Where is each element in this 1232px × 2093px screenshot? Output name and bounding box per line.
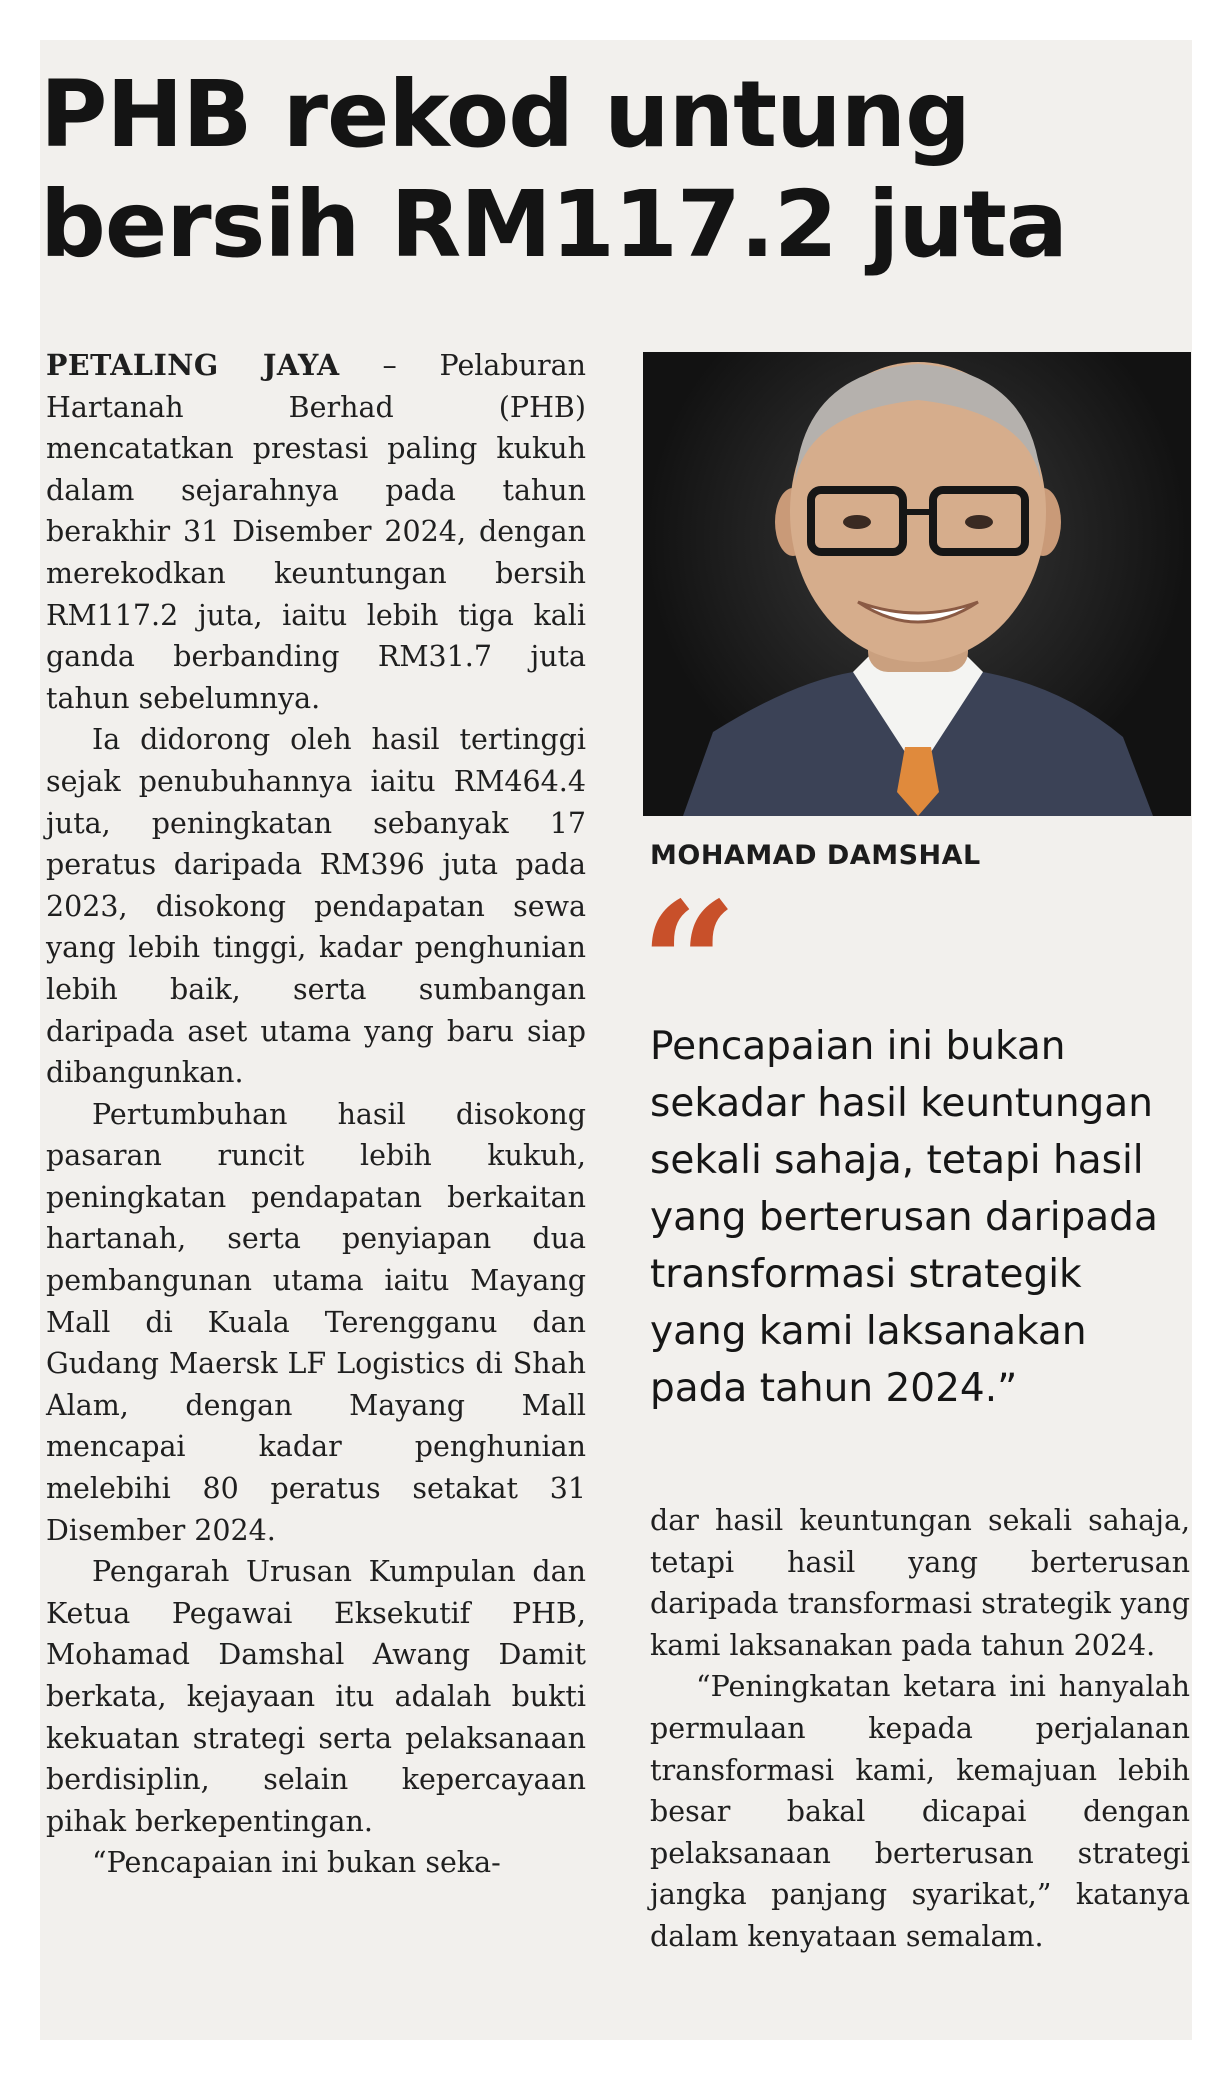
dateline-dash: – <box>339 349 440 382</box>
article-paragraph: Ia didorong oleh hasil tertinggi sejak penubuhannya iaitu RM464.4 juta, peningkatan sebanyak 17 peratus daripada RM396 juta pada 2023, disokong pendapatan sewa yang lebih tinggi, kadar penghunian lebih baik, serta sumbangan daripada aset utama yang baru siap dibangunkan. <box>46 723 586 1090</box>
article-paragraph <box>46 345 586 719</box>
paragraph-text: Pelaburan Hartanah Berhad (PHB) mencatatkan prestasi paling kukuh dalam sejarahnya pada tahun berakhir 31 Disember 2024, dengan merekodkan keuntungan bersih RM117.2 juta, iaitu lebih tiga kali ganda berbanding RM31.7 juta tahun sebelumnya. <box>46 349 586 715</box>
article-paragraph: Pertumbuhan hasil disokong pasaran runcit lebih kukuh, peningkatan pendapatan berkaitan hartanah, serta penyiapan dua pembangunan utama iaitu Mayang Mall di Kuala Terengganu dan Gudang Maersk LF Logistics di Shah Alam, dengan Mayang Mall mencapai kadar penghunian melebihi 80 peratus setakat 31 Disember 2024. <box>46 1097 586 1547</box>
article-column-left <box>46 345 586 1884</box>
photo-caption: MOHAMAD DAMSHAL <box>650 840 981 871</box>
article-paragraph: dar hasil keuntungan sekali sahaja, tetapi hasil yang berterusan daripada transformasi strategik yang kami laksanakan pada tahun 2024. <box>650 1504 1190 1662</box>
article-paragraph: “Pencapaian ini bukan seka- <box>92 1846 501 1880</box>
article-column-right <box>650 1500 1190 1958</box>
pull-quote: Pencapaian ini bukan sekadar hasil keuntungan sekali sahaja, tetapi hasil yang berterusan daripada transformasi strategik yang kami laksanakan pada tahun 2024.” <box>650 1024 1158 1411</box>
portrait-photo-icon <box>643 352 1191 816</box>
article-paragraph: “Peningkatan ketara ini hanyalah permulaan kepada perjalanan transformasi kami, kemajuan lebih besar bakal dicapai dengan pelaksanaan berterusan strategi jangka panjang syarikat,” katanya dalam kenyataan semalam. <box>650 1670 1190 1953</box>
dateline: PETALING JAYA <box>46 348 340 382</box>
headline: PHB rekod untung bersih RM117.2 juta <box>40 61 1067 278</box>
portrait-photo <box>643 352 1191 816</box>
quote-mark-icon: “ <box>640 865 738 1065</box>
article-paragraph: Pengarah Urusan Kumpulan dan Ketua Pegawai Eksekutif PHB, Mohamad Damshal Awang Damit berkata, kejayaan itu adalah bukti kekuatan strategi serta pelaksanaan berdisiplin, selain kepercayaan pihak berkepentingan. <box>46 1555 586 1838</box>
